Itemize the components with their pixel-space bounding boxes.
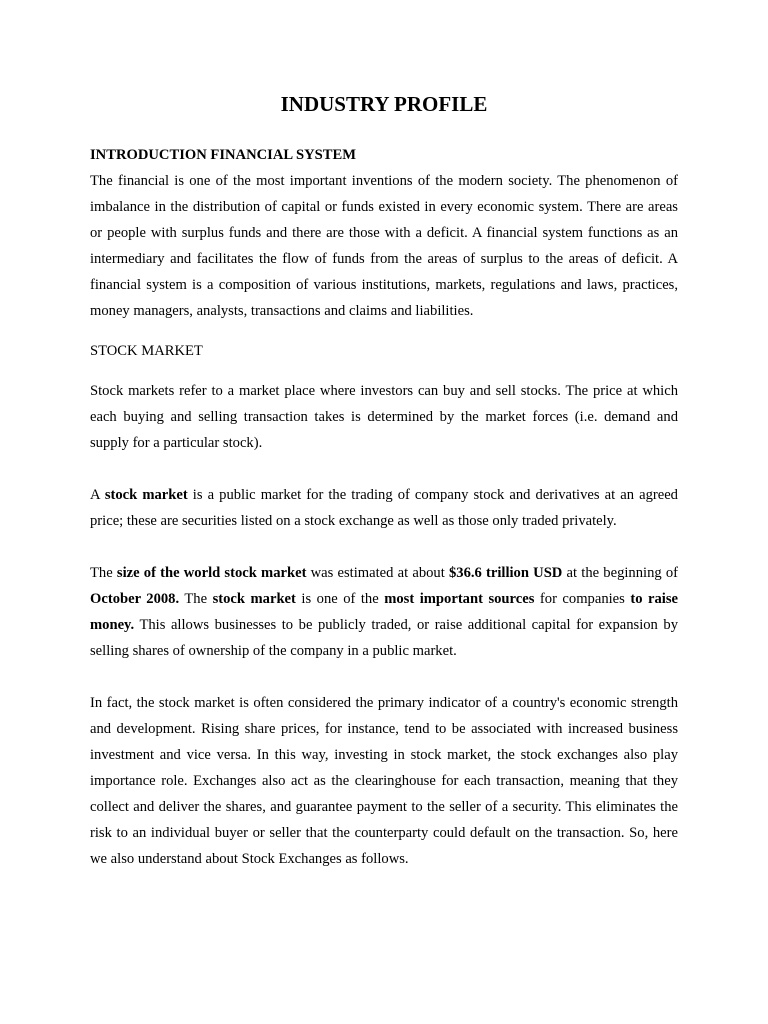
intro-heading: INTRODUCTION FINANCIAL SYSTEM xyxy=(90,147,356,163)
text-span: The xyxy=(90,565,117,581)
stock-market-paragraph-4: In fact, the stock market is often considered the primary indicator of a country's economic strength and development. Rising share prices, for instance, tend to be associated with increased business investment and vice versa. In this way, investing in stock market, the stock exchanges also play importance role. Exchanges also act as the clearinghouse for each transaction, meaning that they collect and deliver the shares, and guarantee payment to the seller of a security. This eliminates the risk to an individual buyer or seller that the counterparty could default on the transaction. So, here we also understand about Stock Exchanges as follows. xyxy=(90,695,678,867)
bold-text: stock market xyxy=(212,591,296,607)
bold-text: size of the world stock market xyxy=(116,565,307,581)
bold-text: most important sources xyxy=(384,591,535,607)
bold-text: October 2008. xyxy=(90,591,180,607)
bold-text: $36.6 trillion USD xyxy=(448,565,563,581)
text-span: This allows businesses to be publicly traded, or raise additional capital for expansion by selling shares of ownership of the company in a public market. xyxy=(90,617,678,659)
text-span: A xyxy=(90,487,105,503)
document-page xyxy=(90,86,678,872)
stock-market-paragraph-3 xyxy=(90,560,678,664)
text-span: for companies xyxy=(534,591,631,607)
text-span: was estimated at about xyxy=(306,565,449,581)
text-span: The xyxy=(179,591,213,607)
stock-market-paragraph-1: Stock markets refer to a market place where investors can buy and sell stocks. The price at which each buying and selling transaction takes is determined by the market forces (i.e. demand and supply for a particular stock). xyxy=(90,383,678,451)
stock-market-paragraph-2 xyxy=(90,482,678,534)
bold-text: stock market xyxy=(104,487,188,503)
stock-market-heading: STOCK MARKET xyxy=(90,343,203,359)
intro-paragraph: The financial is one of the most important inventions of the modern society. The phenomenon of imbalance in the distribution of capital or funds existed in every economic system. There are areas or people with surplus funds and there are those with a deficit. A financial system functions as an intermediary and facilitates the flow of funds from the areas of surplus to the areas of deficit. A financial system is a composition of various institutions, markets, regulations and laws, practices, money managers, analysts, transactions and claims and liabilities. xyxy=(90,173,678,319)
text-span: at the beginning of xyxy=(562,565,679,581)
bold-text: to raise money. xyxy=(90,591,678,633)
text-span: is a public market for the trading of company stock and derivatives at an agreed price; these are securities listed on a stock exchange as well as those only traded privately. xyxy=(90,487,678,529)
page-title: INDUSTRY PROFILE xyxy=(280,92,488,116)
text-span: is one of the xyxy=(295,591,385,607)
